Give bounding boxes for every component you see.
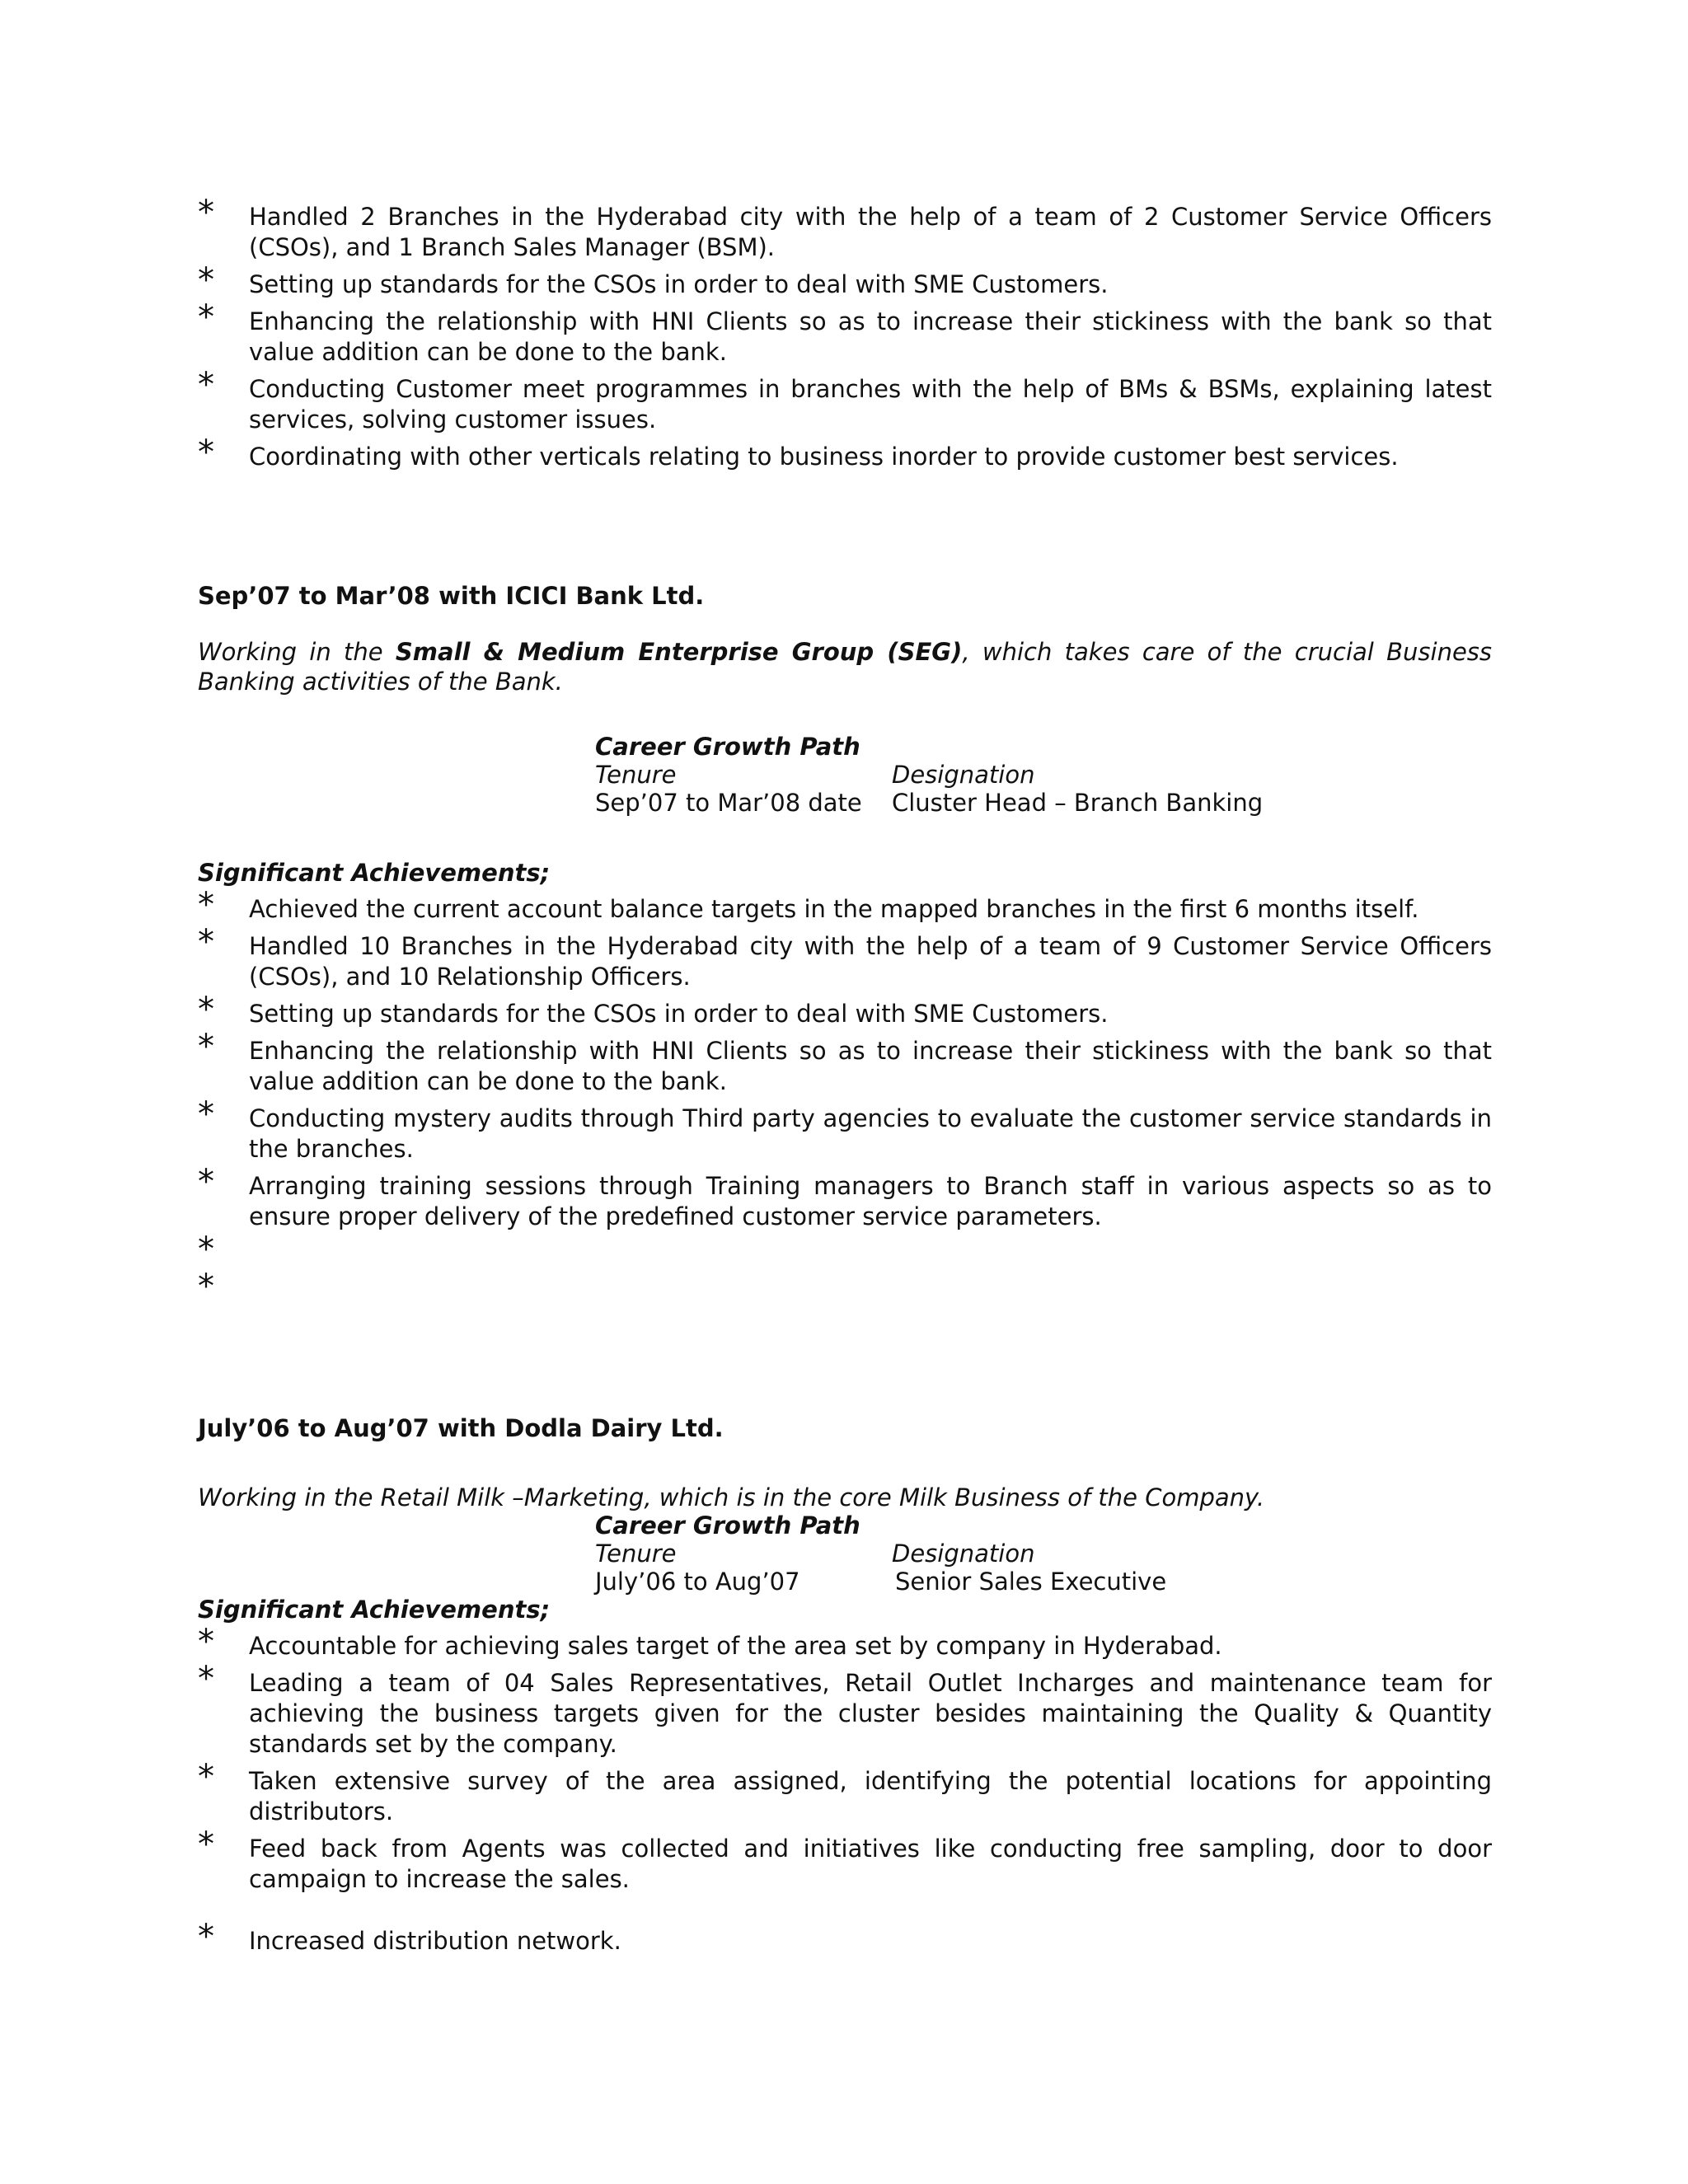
- asterisk-bullet-icon: *: [198, 261, 214, 299]
- asterisk-bullet-icon: *: [198, 298, 214, 336]
- list-item: * Arranging training sessions through Training managers to Branch staff in various aspects so as to ensure proper delivery of the predefined customer service parameters.: [198, 1163, 1492, 1230]
- list-item: * Leading a team of 04 Sales Representatives, Retail Outlet Incharges and maintenance team for achieving the business targets given for the cluster besides maintaining the Quality & Quantity standards set by the company.: [198, 1660, 1492, 1758]
- dodla-career-growth-path: [595, 1511, 1166, 1596]
- list-item: * Setting up standards for the CSOs in order to deal with SME Customers.: [198, 261, 1109, 299]
- icici-achievements-title: Significant Achievements;: [198, 859, 551, 887]
- career-growth-title: Career Growth Path: [595, 733, 860, 761]
- career-growth-title: Career Growth Path: [595, 1511, 860, 1540]
- list-item: * Coordinating with other verticals relating to business inorder to provide customer best services.: [198, 434, 1399, 471]
- tenure-value: July’06 to Aug’07: [595, 1568, 800, 1596]
- dodla-bullet-list: [198, 1623, 1492, 1957]
- designation-label: Designation: [892, 761, 1035, 789]
- icici-intro: Working in the Small & Medium Enterprise Group (SEG), which takes care of the crucial Business Banking activities of the Bank.: [198, 638, 1493, 696]
- career-value-row: [595, 1568, 1166, 1596]
- asterisk-bullet-icon: *: [198, 1918, 214, 1956]
- designation-label: Designation: [892, 1540, 1035, 1568]
- dodla-intro: Working in the Retail Milk –Marketing, which is in the core Milk Business of the Company.: [198, 1483, 1265, 1511]
- asterisk-bullet-icon: *: [198, 1660, 214, 1698]
- dodla-heading: July’06 to Aug’07 with Dodla Dairy Ltd.: [198, 1414, 724, 1442]
- asterisk-bullet-icon: *: [198, 366, 214, 404]
- career-value-row: [595, 789, 1263, 817]
- designation-value: Senior Sales Executive: [895, 1568, 1167, 1596]
- asterisk-bullet-icon: *: [198, 991, 214, 1029]
- icici-achievements-section: [198, 886, 1492, 1313]
- career-header-row: [595, 1540, 1166, 1568]
- list-item: * Increased distribution network.: [198, 1918, 621, 1956]
- tenure-label: Tenure: [595, 761, 677, 789]
- dodla-achievements-title: Significant Achievements;: [198, 1596, 551, 1624]
- asterisk-bullet-icon: *: [198, 194, 214, 232]
- list-item: * Setting up standards for the CSOs in order to deal with SME Customers.: [198, 991, 1109, 1029]
- list-item: * Enhancing the relationship with HNI Clients so as to increase their stickiness with the bank so that value addition can be done to the bank.: [198, 1028, 1492, 1095]
- list-item: * Handled 2 Branches in the Hyderabad city with the help of a team of 2 Customer Service Officers (CSOs), and 1 Branch Sales Manager (BSM).: [198, 194, 1492, 261]
- list-item: * Enhancing the relationship with HNI Clients so as to increase their stickiness with the bank so that value addition can be done to the bank.: [198, 298, 1492, 366]
- top-achievements-section: [198, 194, 1492, 479]
- career-header-row: [595, 761, 1263, 789]
- asterisk-bullet-icon: *: [198, 1095, 214, 1133]
- list-item: * Achieved the current account balance targets in the mapped branches in the first 6 months itself.: [198, 886, 1419, 924]
- top-bullet-list: [198, 194, 1492, 472]
- icici-bullet-list: [198, 886, 1492, 1306]
- designation-value: Cluster Head – Branch Banking: [892, 789, 1264, 817]
- asterisk-bullet-icon: *: [198, 1230, 214, 1268]
- tenure-label: Tenure: [595, 1540, 677, 1568]
- dodla-achievements-section: [198, 1623, 1492, 1963]
- asterisk-bullet-icon: *: [198, 1163, 214, 1201]
- tenure-value: Sep’07 to Mar’08 date: [595, 789, 862, 817]
- list-item: * Taken extensive survey of the area assigned, identifying the potential locations for appointing distributors.: [198, 1758, 1492, 1825]
- list-item: * Feed back from Agents was collected and initiatives like conducting free sampling, door to door campaign to increase the sales.: [198, 1825, 1492, 1893]
- asterisk-bullet-icon: *: [198, 434, 214, 471]
- list-item: [198, 1230, 1492, 1269]
- list-item: * Conducting mystery audits through Third party agencies to evaluate the customer service standards in the branches.: [198, 1095, 1492, 1163]
- list-item: * Conducting Customer meet programmes in branches with the help of BMs & BSMs, explaining latest services, solving customer issues.: [198, 366, 1492, 434]
- asterisk-bullet-icon: *: [198, 1028, 214, 1066]
- asterisk-bullet-icon: *: [198, 1623, 214, 1661]
- asterisk-bullet-icon: *: [198, 1758, 214, 1796]
- asterisk-bullet-icon: *: [198, 1268, 214, 1305]
- icici-career-growth-path: [595, 733, 1263, 817]
- list-item: * Handled 10 Branches in the Hyderabad city with the help of a team of 9 Customer Service Officers (CSOs), and 10 Relationship Officers.: [198, 923, 1492, 991]
- asterisk-bullet-icon: *: [198, 886, 214, 924]
- list-item: [198, 1268, 1492, 1306]
- list-item: * Accountable for achieving sales target of the area set by company in Hyderabad.: [198, 1623, 1222, 1661]
- asterisk-bullet-icon: *: [198, 923, 214, 961]
- icici-heading: Sep’07 to Mar’08 with ICICI Bank Ltd.: [198, 582, 705, 610]
- asterisk-bullet-icon: *: [198, 1825, 214, 1863]
